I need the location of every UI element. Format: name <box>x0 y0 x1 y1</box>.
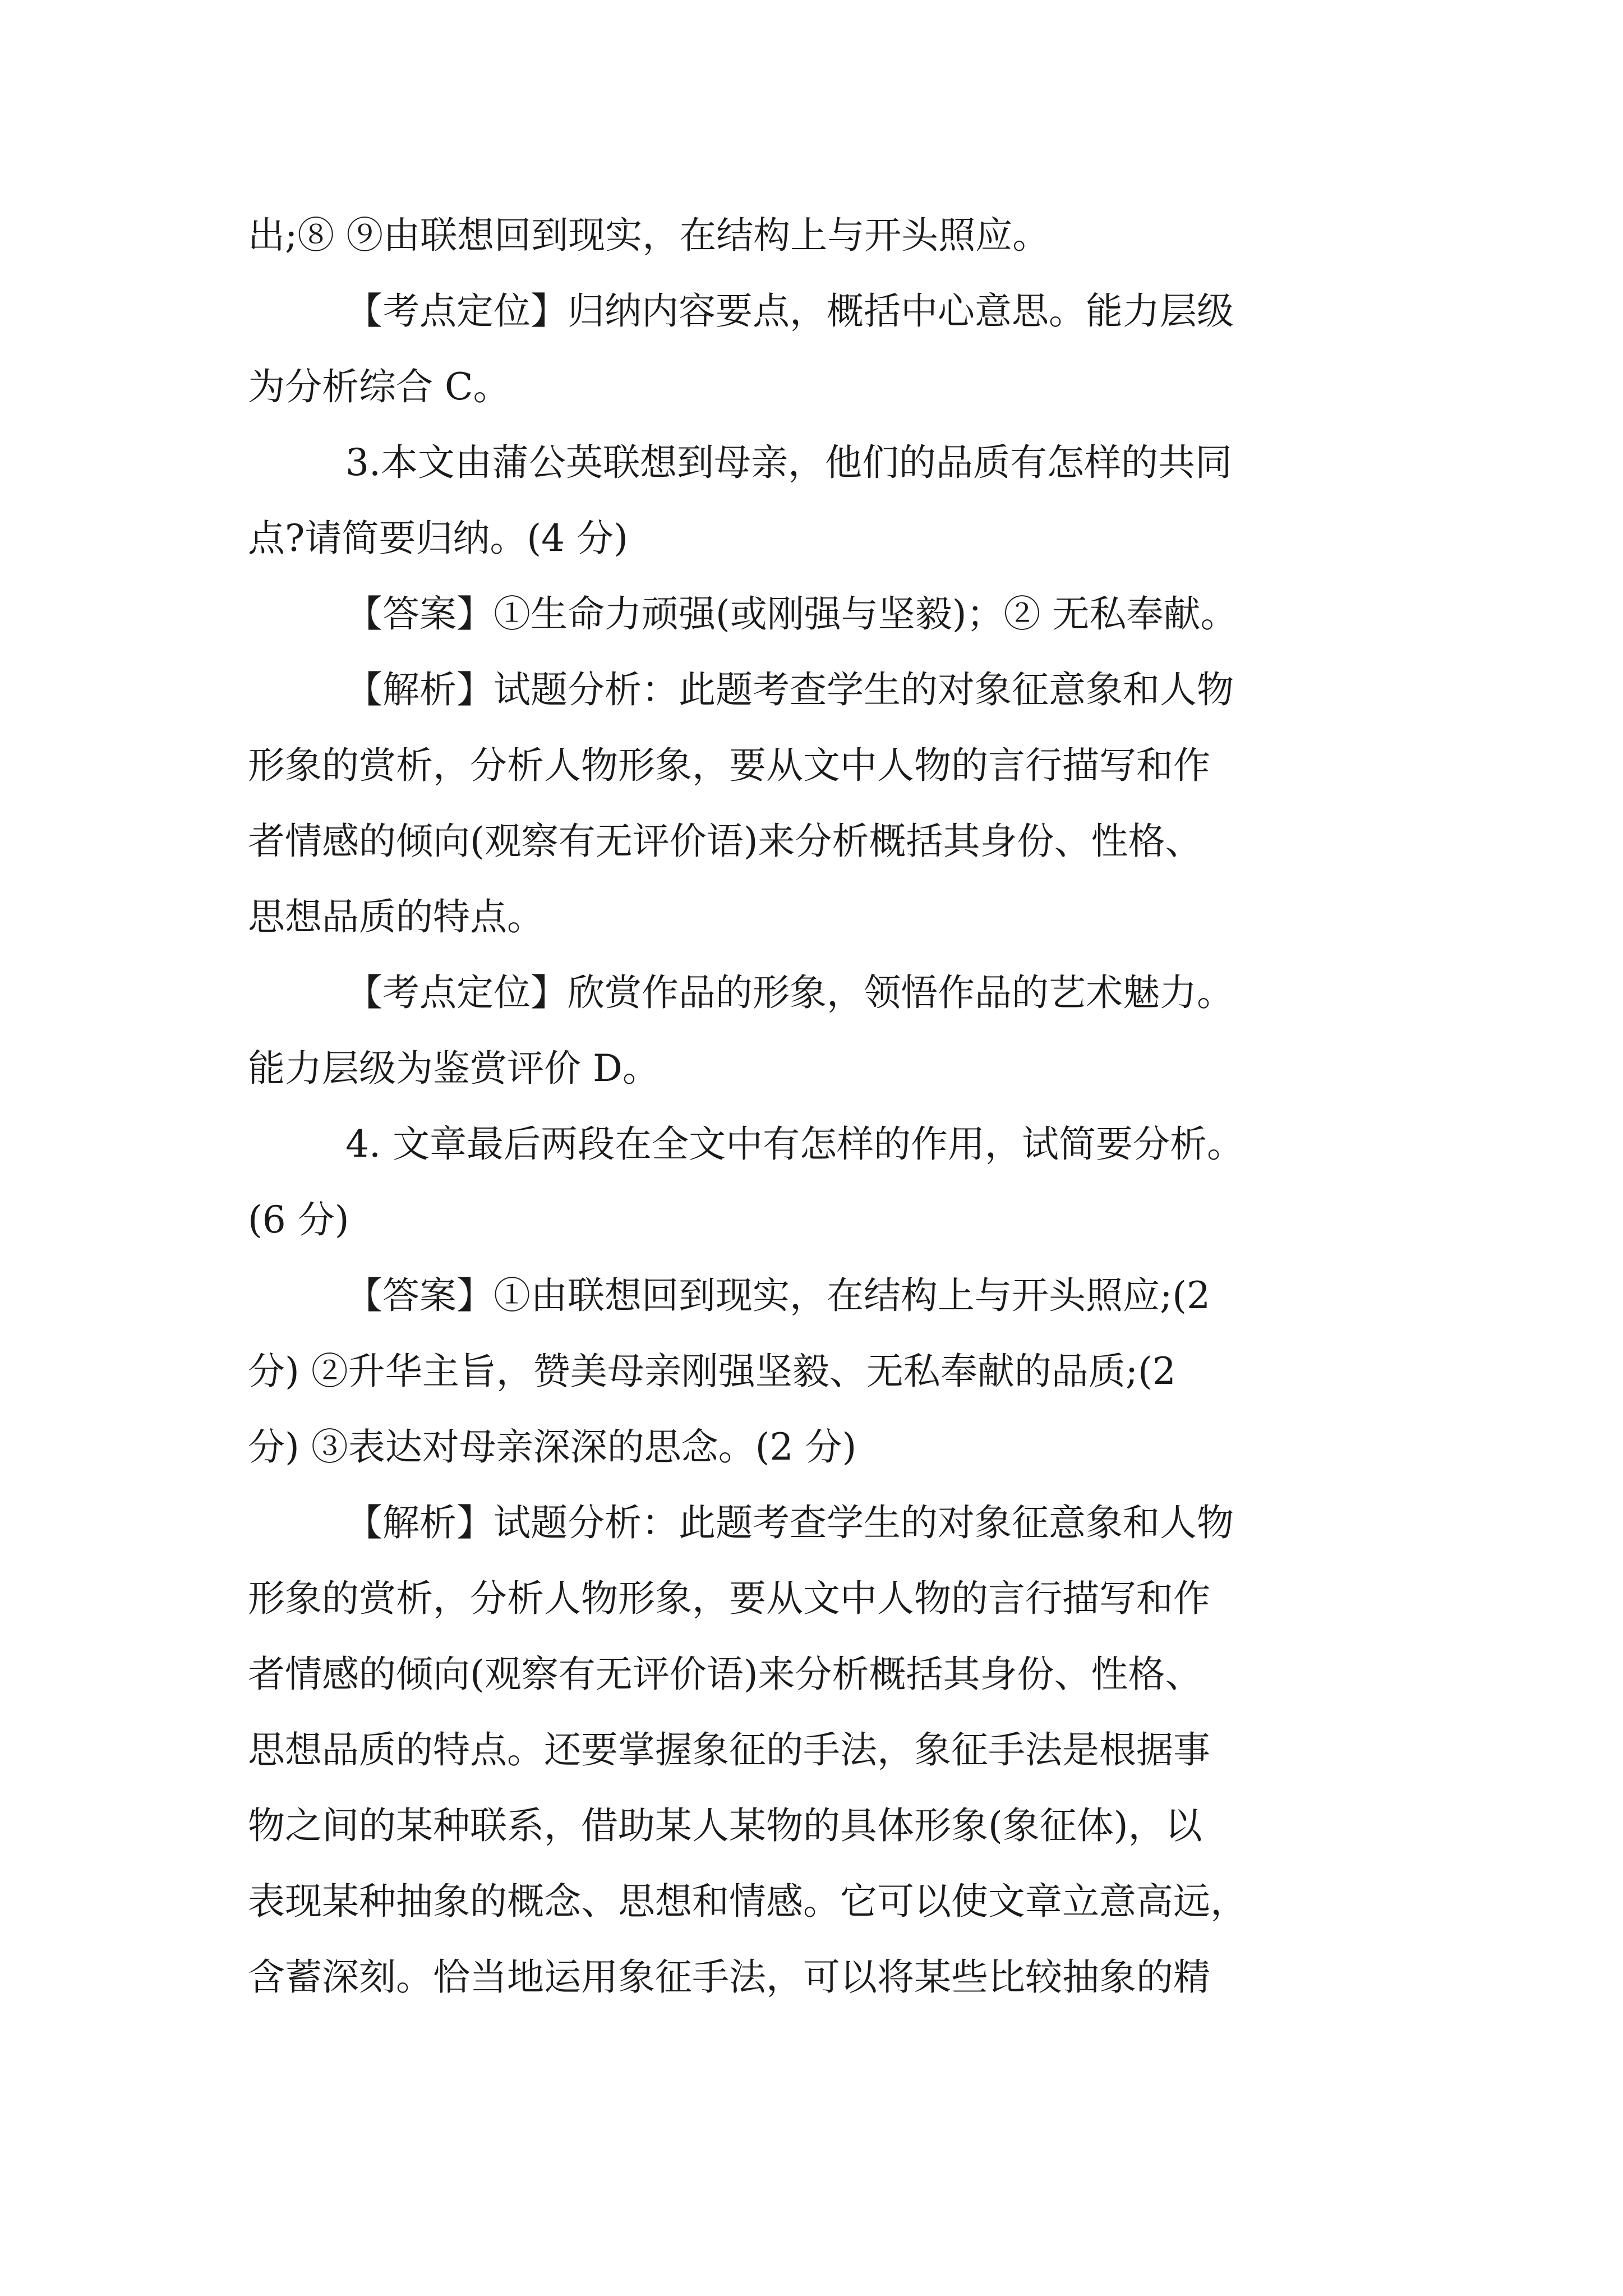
text-line: 点?请简要归纳。(4 分) <box>248 517 628 560</box>
text-line: 含蓄深刻。恰当地运用象征手法，可以将某些比较抽象的精 <box>248 1955 1210 1999</box>
text-line: (6 分) <box>248 1198 349 1241</box>
text-line: 形象的赏析，分析人物形象，要从文中人物的言行描写和作 <box>248 744 1210 787</box>
text-line: 者情感的倾向(观察有无评价语)来分析概括其身份、性格、 <box>248 1653 1202 1696</box>
text-line: 分) ②升华主旨，赞美母亲刚强坚毅、无私奉献的品质;(2 <box>248 1350 1176 1393</box>
text-line: 出;⑧ ⑨由联想回到现实，在结构上与开头照应。 <box>248 214 1050 257</box>
text-line: 为分析综合 C。 <box>248 365 510 408</box>
text-line: 表现某种抽象的概念、思想和情感。它可以使文章立意高远， <box>248 1880 1247 1923</box>
text-line: 思想品质的特点。还要掌握象征的手法，象征手法是根据事 <box>248 1728 1210 1772</box>
text-line: 【解析】试题分析：此题考查学生的对象征意象和人物 <box>345 1501 1234 1544</box>
document-body <box>248 197 1370 2015</box>
text-line: 【解析】试题分析：此题考查学生的对象征意象和人物 <box>345 668 1234 711</box>
text-line: 分) ③表达对母亲深深的思念。(2 分) <box>248 1425 857 1469</box>
text-line: 【答案】①由联想回到现实，在结构上与开头照应;(2 <box>345 1274 1210 1317</box>
text-line: 者情感的倾向(观察有无评价语)来分析概括其身份、性格、 <box>248 820 1202 863</box>
text-line: 思想品质的特点。 <box>248 895 544 938</box>
text-line: 能力层级为鉴赏评价 D。 <box>248 1047 660 1090</box>
text-line: 【答案】①生命力顽强(或刚强与坚毅)；② 无私奉献。 <box>345 592 1238 636</box>
text-line: 形象的赏析，分析人物形象，要从文中人物的言行描写和作 <box>248 1577 1210 1620</box>
text-line: 物之间的某种联系，借助某人某物的具体形象(象征体)，以 <box>248 1804 1202 1847</box>
text-line: 3.本文由蒲公英联想到母亲，他们的品质有怎样的共同 <box>345 441 1232 484</box>
text-line: 【考点定位】欣赏作品的形象，领悟作品的艺术魅力。 <box>345 971 1234 1014</box>
text-line: 4. 文章最后两段在全文中有怎样的作用，试简要分析。 <box>345 1122 1244 1166</box>
text-line: 【考点定位】归纳内容要点，概括中心意思。能力层级 <box>345 289 1234 333</box>
